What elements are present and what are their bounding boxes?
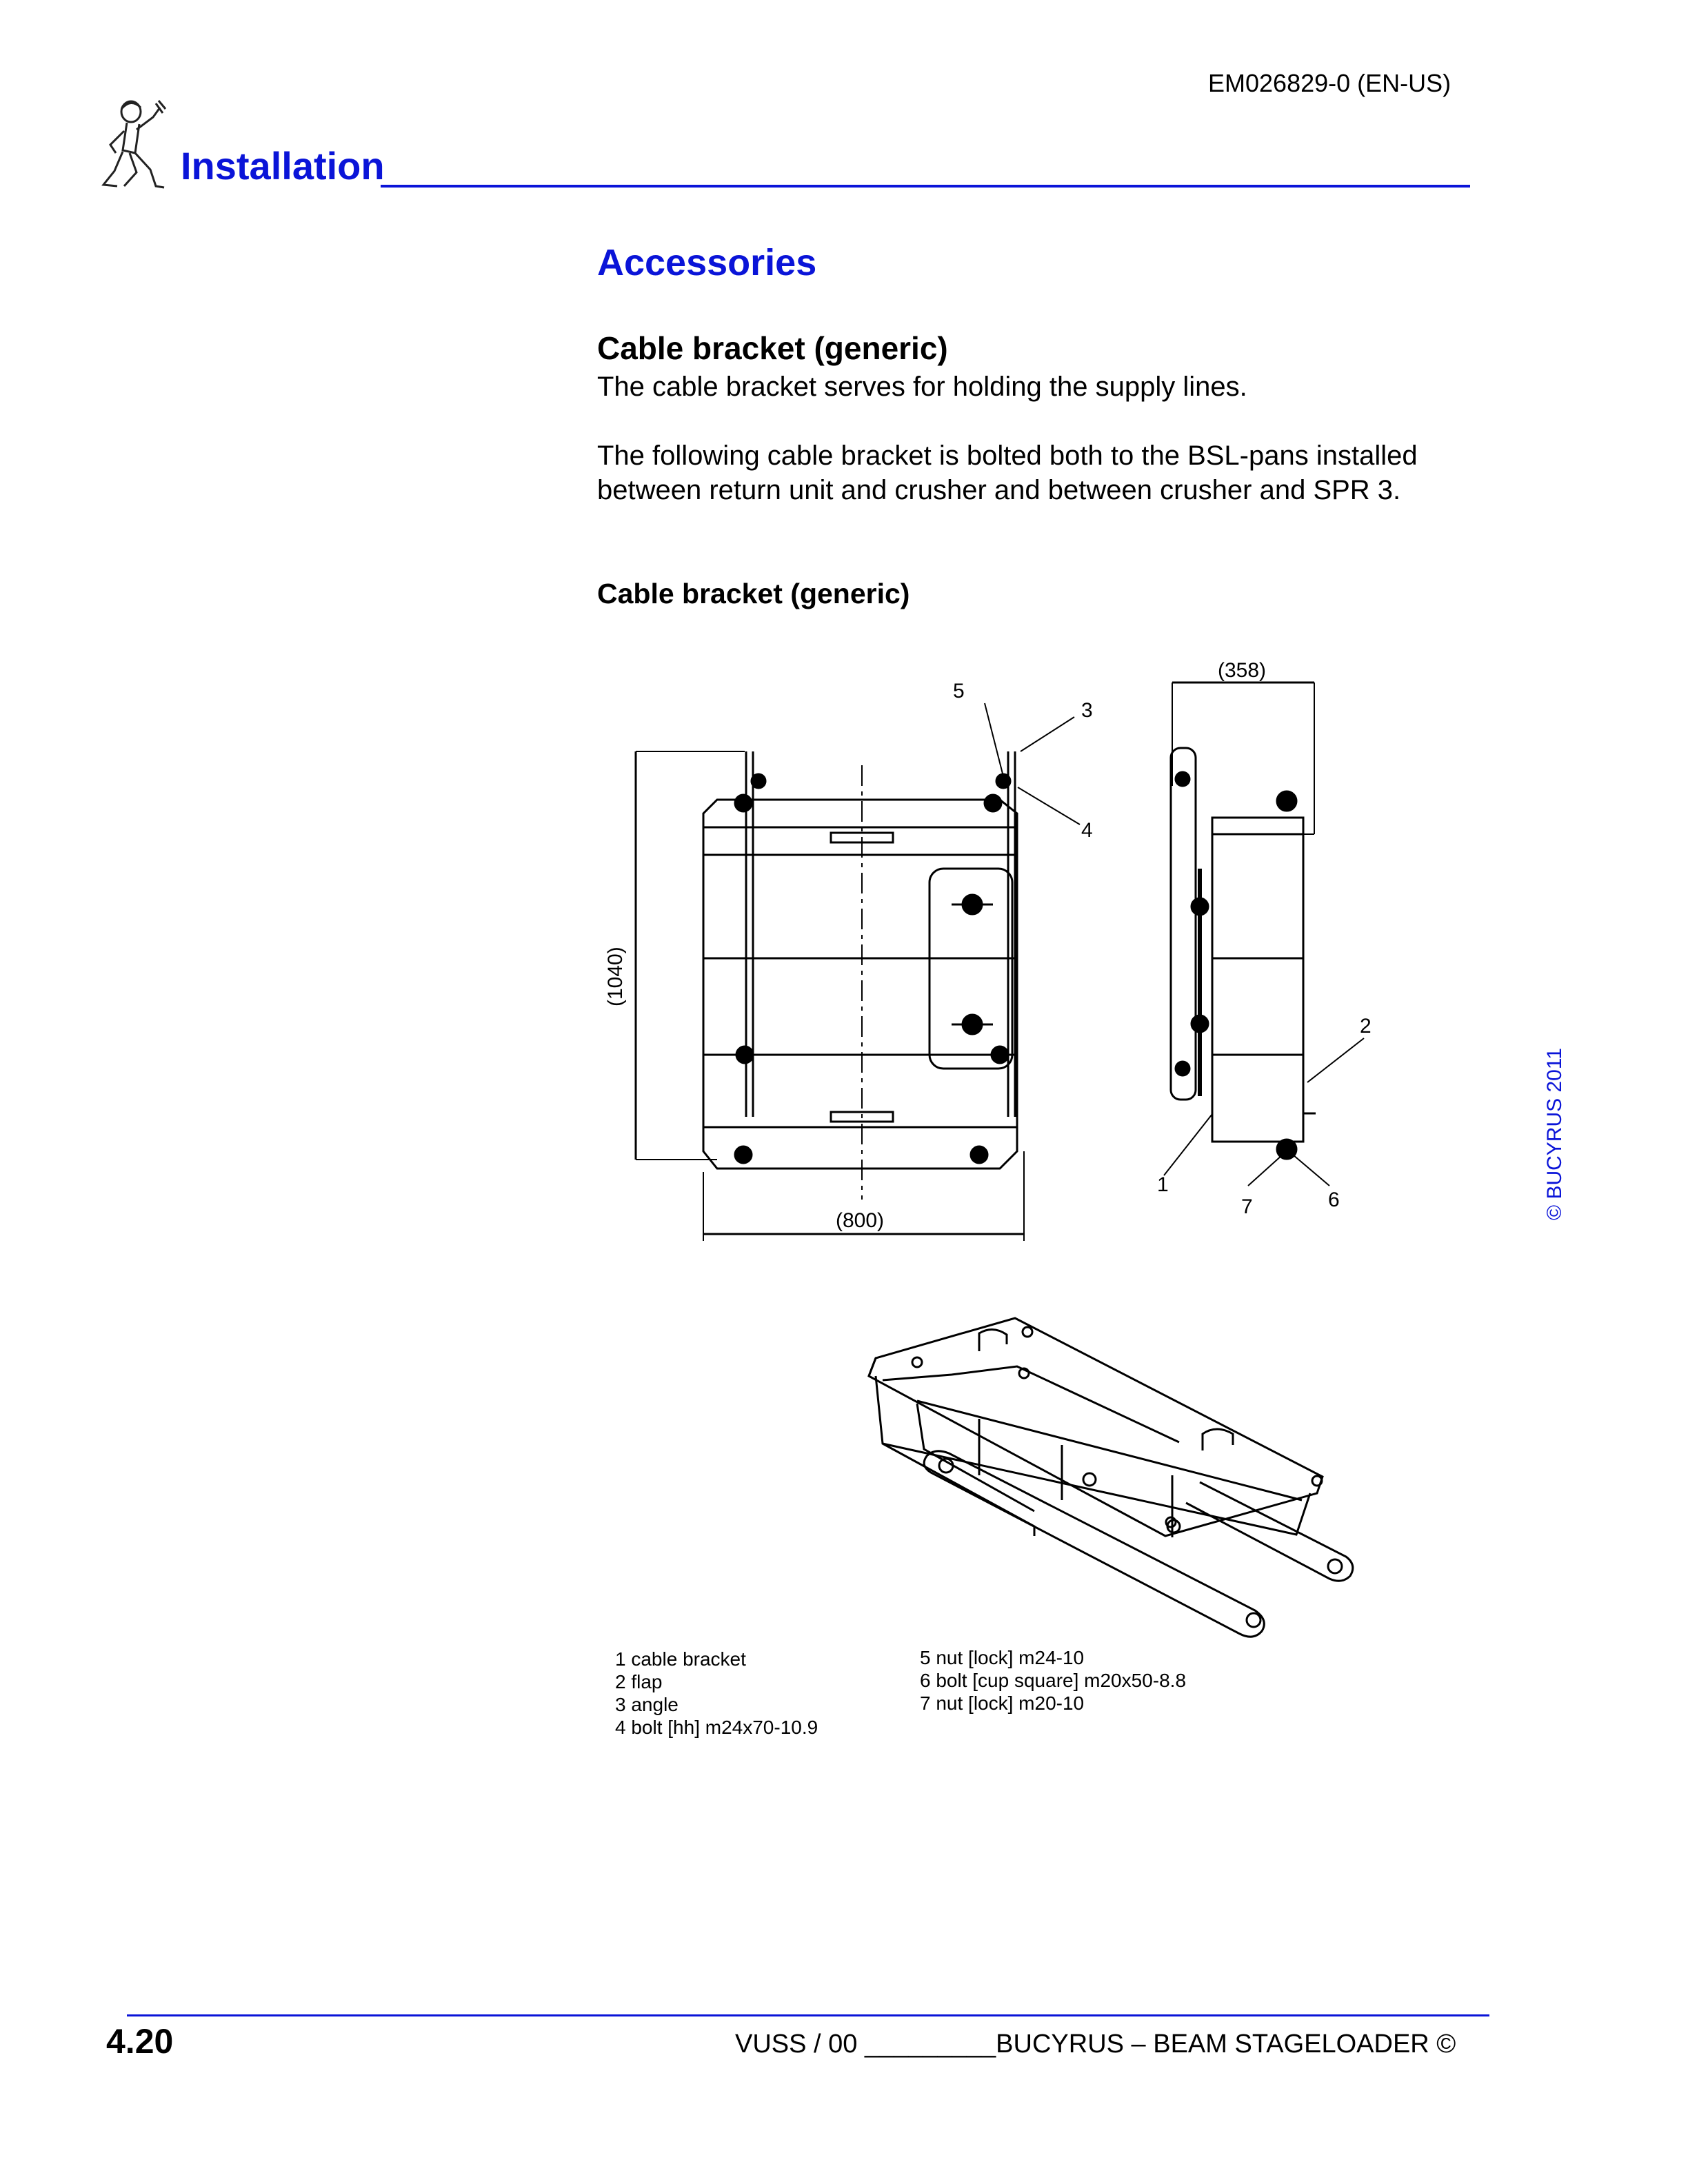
dimension-height-label: (1040) xyxy=(604,947,627,1007)
callout-6: 6 xyxy=(1328,1189,1340,1211)
dimension-width-label: (800) xyxy=(836,1209,885,1232)
callout-1: 1 xyxy=(1157,1173,1169,1196)
isometric-view xyxy=(869,1318,1353,1637)
paragraph-1: The cable bracket serves for holding the supply lines. xyxy=(597,372,1247,402)
legend-item: 5 nut [lock] m24-10 xyxy=(920,1647,1085,1668)
copyright-vertical: © BUCYRUS 2011 xyxy=(1543,1048,1566,1220)
legend-right xyxy=(920,1646,1186,1715)
callout-2: 2 xyxy=(1360,1015,1372,1038)
heading-accessories: Accessories xyxy=(597,242,817,283)
side-view xyxy=(1164,682,1364,1186)
legend-item: 2 flap xyxy=(615,1671,663,1692)
front-view xyxy=(636,703,1080,1241)
section-title: Installation xyxy=(181,144,385,188)
subheading-cable-bracket: Cable bracket (generic) xyxy=(597,330,948,366)
callout-4: 4 xyxy=(1081,819,1093,842)
legend-item: 1 cable bracket xyxy=(615,1648,746,1670)
cable-bracket-drawing xyxy=(593,641,1407,1655)
legend-item: 7 nut [lock] m20-10 xyxy=(920,1692,1085,1714)
paragraph-2: The following cable bracket is bolted both to the BSL-pans installed between return unit and crusher and between crusher and SPR 3. xyxy=(597,441,1418,505)
dimension-depth-label: (358) xyxy=(1218,659,1267,682)
callout-5: 5 xyxy=(953,680,965,702)
worker-kneeling-icon xyxy=(97,97,172,197)
legend-item: 6 bolt [cup square] m20x50-8.8 xyxy=(920,1670,1187,1691)
legend-item: 4 bolt [hh] m24x70-10.9 xyxy=(615,1717,818,1738)
callout-3: 3 xyxy=(1081,699,1093,722)
page-number: 4.20 xyxy=(106,2022,174,2061)
footer-rule xyxy=(127,2014,1489,2016)
legend-item: 3 angle xyxy=(615,1694,679,1715)
callout-7: 7 xyxy=(1241,1195,1253,1218)
footer-text: VUSS / 00 _________BUCYRUS – BEAM STAGELOADER © xyxy=(735,2030,1456,2059)
section-title-rule xyxy=(381,185,1470,188)
legend-left xyxy=(615,1648,818,1739)
document-number: EM026829-0 (EN-US) xyxy=(1208,69,1451,97)
figure-caption: Cable bracket (generic) xyxy=(597,578,910,609)
